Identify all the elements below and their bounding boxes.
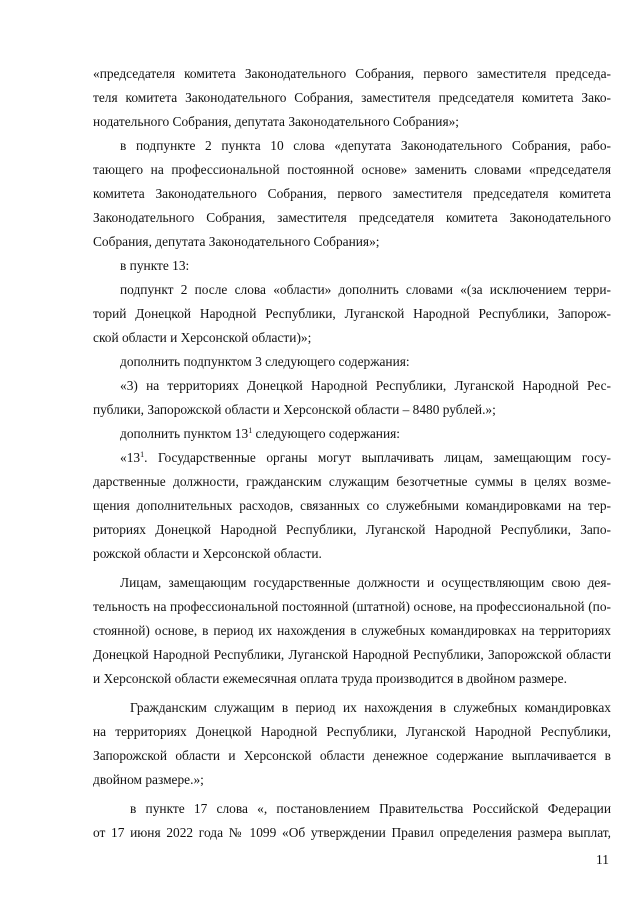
text-line: в пункте 17 слова «, постановлением Правительства Российской Федерации <box>130 801 611 816</box>
text-line: «председателя комитета Законодательного Собрания, первого заместителя председа- <box>93 66 611 81</box>
text-line: теля комитета Законодательного Собрания, заместителя председателя комитета Зако- <box>93 90 611 105</box>
text-line: щения дополнительных расходов, связанных со служебными командировками на тер- <box>93 498 611 513</box>
text-line: риториях Донецкой Народной Республики, Луганской Народной Республики, Запо- <box>93 522 611 537</box>
text-line: на территориях Донецкой Народной Республики, Луганской Народной Республики, <box>93 724 611 739</box>
text-line: и Херсонской области ежемесячная оплата труда производится в двойном размере. <box>93 671 567 686</box>
text-line: рожской области и Херсонской области. <box>93 546 322 561</box>
text-line: Лицам, замещающим государственные должности и осуществляющим свою дея- <box>120 575 611 590</box>
text-line: Донецкой Народной Республики, Луганской Народной Республики, Запорожской области <box>93 647 611 662</box>
text-line: дополнить подпунктом 3 следующего содержания: <box>120 354 410 369</box>
text-line: в подпункте 2 пункта 10 слова «депутата Законодательного Собрания, рабо- <box>120 138 611 153</box>
text-fragment: . Государственные органы могут выплачивать лицам, замещающим госу- <box>144 450 611 465</box>
text-line: дарственные должности, гражданским служащим безотчетные суммы в целях возме- <box>93 474 611 489</box>
text-line <box>120 426 611 442</box>
text-line: Законодательного Собрания, заместителя председателя комитета Законодательного <box>93 210 611 225</box>
text-line: подпункт 2 после слова «области» дополнить словами «(за исключением терри- <box>120 282 611 297</box>
page-number: 11 <box>596 852 609 867</box>
text-fragment: следующего содержания: <box>252 426 401 441</box>
text-fragment: «13 <box>120 450 141 465</box>
text-line: нодательного Собрания, депутата Законодательного Собрания»; <box>93 114 460 129</box>
text-line: Гражданским служащим в период их нахождения в служебных командировках <box>130 700 611 715</box>
text-line: ской области и Херсонской области)»; <box>93 330 312 345</box>
superscript: 1 <box>248 426 253 435</box>
text-line: Собрания, депутата Законодательного Собрания»; <box>93 234 380 249</box>
text-line: в пункте 13: <box>120 258 190 273</box>
text-line <box>120 450 611 466</box>
text-line: Запорожской области и Херсонской области денежное содержание выплачивается в <box>93 748 611 763</box>
text-line: тельность на профессиональной постоянной (штатной) основе, на профессиональной (по- <box>93 599 611 614</box>
text-fragment: дополнить пунктом 13 <box>120 426 249 441</box>
text-line: «3) на территориях Донецкой Народной Республики, Луганской Народной Рес- <box>120 378 611 393</box>
text-line: комитета Законодательного Собрания, первого заместителя председателя комитета <box>93 186 611 201</box>
superscript: 1 <box>140 450 145 459</box>
text-line: стоянной) основе, в период их нахождения в служебных командировках на территориях <box>93 623 611 638</box>
text-line: публики, Запорожской области и Херсонской области – 8480 рублей.»; <box>93 402 496 417</box>
text-line: тающего на профессиональной постоянной основе» заменить словами «председателя <box>93 162 611 177</box>
text-line: от 17 июня 2022 года № 1099 «Об утверждении Правил определения размера выплат, <box>93 825 611 840</box>
text-line: двойном размере.»; <box>93 772 204 787</box>
text-line: торий Донецкой Народной Республики, Луганской Народной Республики, Запорож- <box>93 306 611 321</box>
